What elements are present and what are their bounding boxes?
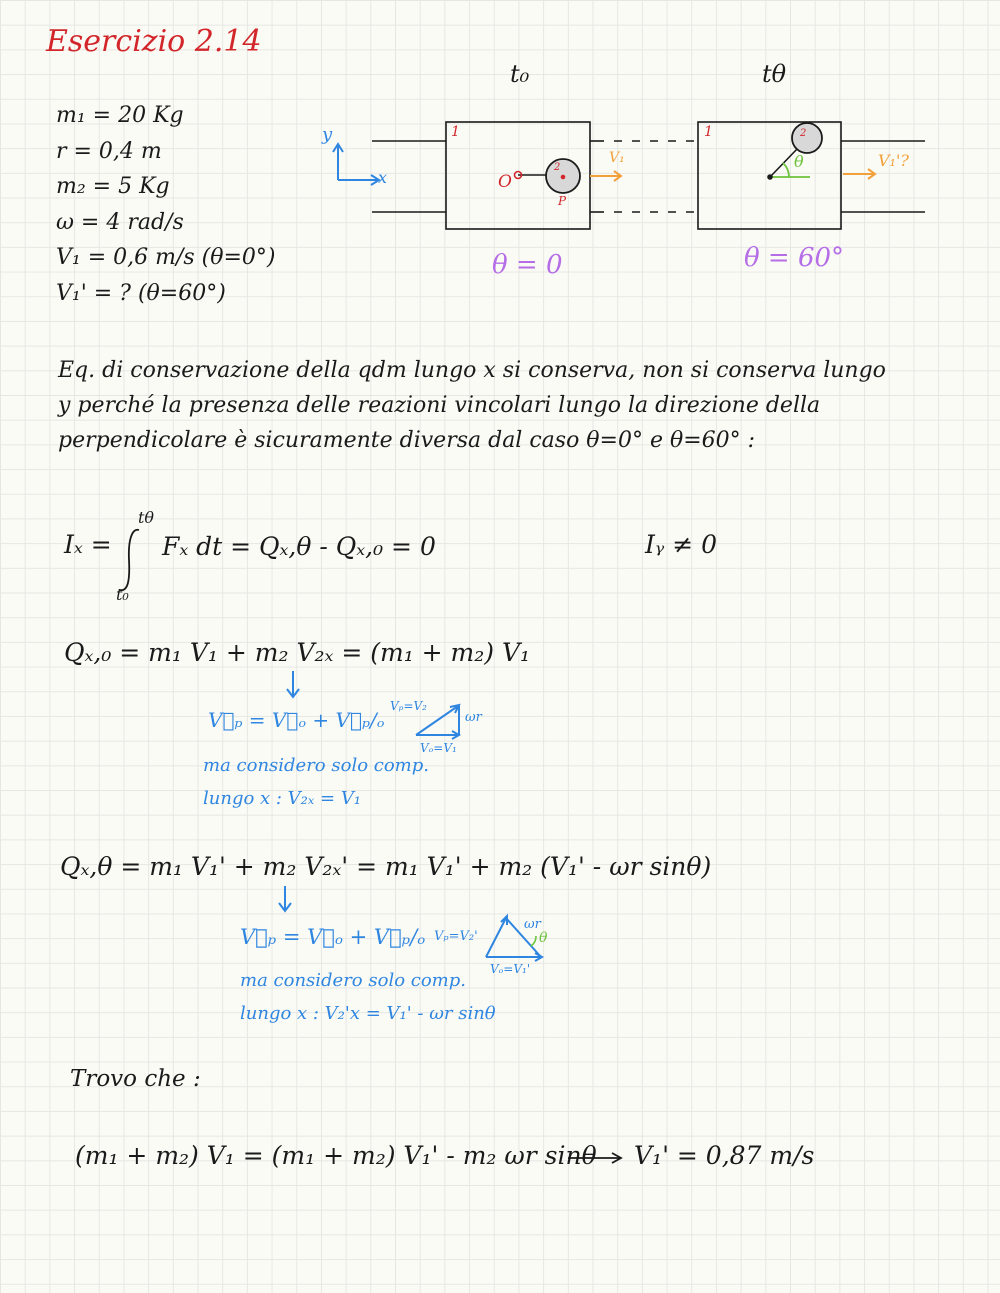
q0-note-line-2: lungo x : V₂ₓ = V₁ bbox=[203, 788, 362, 809]
v1-label: V₁ bbox=[609, 150, 625, 166]
mass-2-right bbox=[792, 123, 822, 153]
explanation-line-1: Eq. di conservazione della qdm lungo x si conserva, non si conserva lungo bbox=[58, 358, 886, 383]
qtheta-triangle-bottom-label: Vₒ=V₁' bbox=[490, 962, 531, 976]
pivot-o-right bbox=[767, 174, 773, 180]
body-2-label-right: 2 bbox=[800, 128, 807, 139]
theta-left-label: θ = 0 bbox=[492, 250, 563, 280]
given-omega: ω = 4 rad/s bbox=[56, 209, 184, 235]
v1-prime-arrow bbox=[843, 169, 875, 179]
given-m2: m₂ = 5 Kg bbox=[56, 174, 170, 199]
point-o-label: O bbox=[498, 172, 512, 192]
integral-upper-limit: tθ bbox=[138, 508, 155, 527]
qtheta-vector-equation: V⃗ₚ = V⃗ₒ + V⃗ₚ/ₒ bbox=[240, 925, 426, 949]
v1-arrow bbox=[590, 171, 621, 181]
down-arrow-q0 bbox=[287, 671, 299, 697]
down-arrow-qtheta bbox=[279, 886, 291, 911]
given-m1: m₁ = 20 Kg bbox=[56, 103, 184, 128]
q0-equation: Qₓ,₀ = m₁ V₁ + m₂ V₂ₓ = (m₁ + m₂) V₁ bbox=[64, 638, 531, 667]
impulse-lhs: Iₓ = bbox=[64, 530, 112, 559]
axis-x-label: x bbox=[378, 168, 388, 187]
integral-sign bbox=[120, 530, 139, 590]
given-r: r = 0,4 m bbox=[56, 138, 162, 164]
given-v1: V₁ = 0,6 m/s (θ=0°) bbox=[56, 245, 276, 270]
exercise-title: Esercizio 2.14 bbox=[46, 24, 262, 59]
explanation-line-3: perpendicolare è sicuramente diversa dal caso θ=0° e θ=60° : bbox=[58, 428, 756, 453]
v1-prime-label: V₁'? bbox=[878, 151, 909, 170]
theta-angle-label: θ bbox=[794, 152, 804, 171]
point-p bbox=[561, 175, 566, 180]
q0-vector-equation: V⃗ₚ = V⃗ₒ + V⃗ₚ/ₒ bbox=[208, 708, 385, 732]
result-intro: Trovo che : bbox=[70, 1066, 201, 1092]
q0-triangle-top-label: Vₚ=V₂ bbox=[390, 699, 427, 713]
given-v1-prime: V₁' = ? (θ=60°) bbox=[56, 280, 226, 306]
time-left-label: t₀ bbox=[510, 60, 530, 88]
angle-arc bbox=[783, 163, 789, 177]
qtheta-note-line-1: ma considero solo comp. bbox=[240, 970, 466, 991]
integral-lower-limit: t₀ bbox=[116, 585, 129, 604]
impulse-y: Iᵧ ≠ 0 bbox=[645, 530, 718, 559]
result-equation: (m₁ + m₂) V₁ = (m₁ + m₂) V₁' - m₂ ωr sinθ bbox=[75, 1141, 597, 1170]
explanation bbox=[58, 353, 886, 458]
result-answer: V₁' = 0,87 m/s bbox=[634, 1141, 815, 1170]
impulse-rhs: Fₓ dt = Qₓ,θ - Qₓ,₀ = 0 bbox=[162, 532, 436, 561]
body-1-label-right: 1 bbox=[704, 124, 713, 140]
point-p-label: P bbox=[558, 194, 567, 208]
qtheta-note bbox=[240, 964, 496, 1030]
xy-axes bbox=[333, 144, 379, 185]
q0-triangle-bottom-label: Vₒ=V₁ bbox=[420, 741, 457, 755]
time-right-label: tθ bbox=[762, 60, 787, 88]
theta-right-label: θ = 60° bbox=[744, 243, 845, 273]
qtheta-equation: Qₓ,θ = m₁ V₁' + m₂ V₂ₓ' = m₁ V₁' + m₂ (V₁' - ωr sinθ) bbox=[60, 852, 712, 881]
qtheta-note-line-2: lungo x : V₂'x = V₁' - ωr sinθ bbox=[240, 1003, 496, 1024]
explanation-line-2: y perché la presenza delle reazioni vincolari lungo la direzione della bbox=[58, 393, 821, 418]
qtheta-triangle-side-label: ωr bbox=[524, 917, 541, 932]
axis-y-label: y bbox=[322, 124, 333, 145]
body-2-label-left: 2 bbox=[554, 162, 561, 173]
q0-triangle-side-label: ωr bbox=[465, 710, 482, 725]
q0-note bbox=[203, 749, 429, 815]
qtheta-triangle-theta-label: θ bbox=[539, 930, 548, 946]
q0-note-line-1: ma considero solo comp. bbox=[203, 755, 429, 776]
qtheta-triangle-left-label: Vₚ=V₂' bbox=[434, 929, 478, 944]
triangle-theta-arc bbox=[531, 936, 536, 946]
body-1-label-left: 1 bbox=[451, 124, 460, 140]
